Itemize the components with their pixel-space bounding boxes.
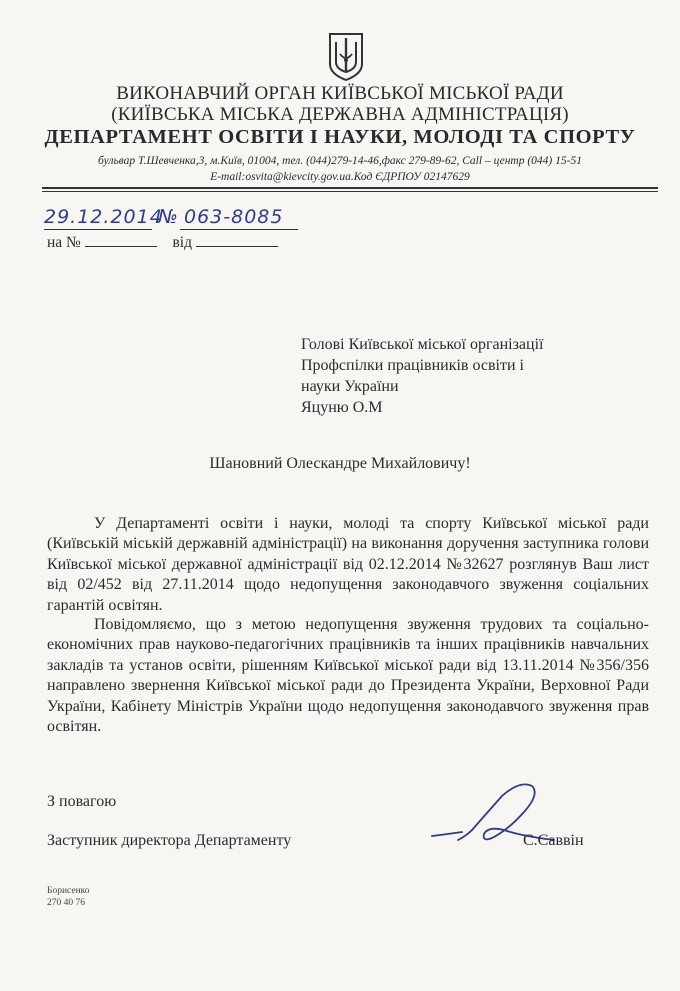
reference-no-label: на № [47,234,81,251]
reference-from-blank [196,232,278,247]
org-line-1: ВИКОНАВЧИЙ ОРГАН КИЇВСЬКОЇ МІСЬКОЇ РАДИ [116,83,564,104]
executor-block [47,885,90,909]
number-underline [180,229,298,230]
executor-name: Борисенко [47,886,90,896]
department-title: ДЕПАРТАМЕНТ ОСВІТИ І НАУКИ, МОЛОДІ ТА СПОРТУ [44,126,636,148]
body-paragraph-1: У Департаменті освіти і науки, молоді та спорту Київської міської ради (Київській міській державній адміністрації) на виконання доручення заступника голови Київської міської державної адміністрації від 02.12.2014 №32627 розглянув Ваш лист від 02/452 від 27.11.2014 щодо недопущення законодавчого звуження соціальних гарантій освітян. [47,515,649,614]
reference-from-label: від [172,234,192,251]
salutation: Шановний Олескандре Михайловичу! [209,455,471,472]
outgoing-number: 063-8085 [184,206,284,228]
contacts-email: E-mail:osvita@kievcity.gov.ua.Код ЄДРПОУ 02147629 [210,171,470,183]
addressee-line-1: Голові Київської міської організації [301,336,544,353]
addressee-line-4: Яцуню О.М [301,399,383,416]
addressee-block [301,334,641,418]
contacts-address: бульвар Т.Шевченка,3, м.Київ, 01004, тел. (044)279-14-46,факс 279-89-62, Call – центр (044) 15-51 [98,155,582,167]
date-underline [44,229,152,230]
executor-phone: 270 40 76 [47,898,85,908]
signer-position: Заступник директора Департаменту [47,832,292,849]
signer-name: С.Саввін [523,832,584,849]
outgoing-date: 29.12.2014 [44,206,163,228]
addressee-line-3: науки України [301,378,399,395]
closing-regards: З повагою [47,793,117,810]
outgoing-number-sign: № [158,206,179,228]
reference-no-blank [85,232,157,247]
org-line-2: (КИЇВСЬКА МІСЬКА ДЕРЖАВНА АДМІНІСТРАЦІЯ) [111,104,569,125]
body-paragraph-2: Повідомляємо, що з метою недопущення звуження трудових та соціально-економічних прав науково-педагогічних працівників та інших працівників навчальних закладів та установ освіти, рішенням Київської міської ради від 13.11.2014 №356/356 направлено звернення Київської міської ради до Президента України, Верховної Ради України, Кабінету Міністрів України щодо недопущення законодавчого звуження прав освітян. [47,616,649,736]
reference-line [47,232,278,252]
trident-emblem-icon [327,32,365,82]
header-rule-thin [42,191,658,192]
header-rule-thick [42,187,658,189]
addressee-line-2: Профспілки працівників освіти і [301,357,524,374]
